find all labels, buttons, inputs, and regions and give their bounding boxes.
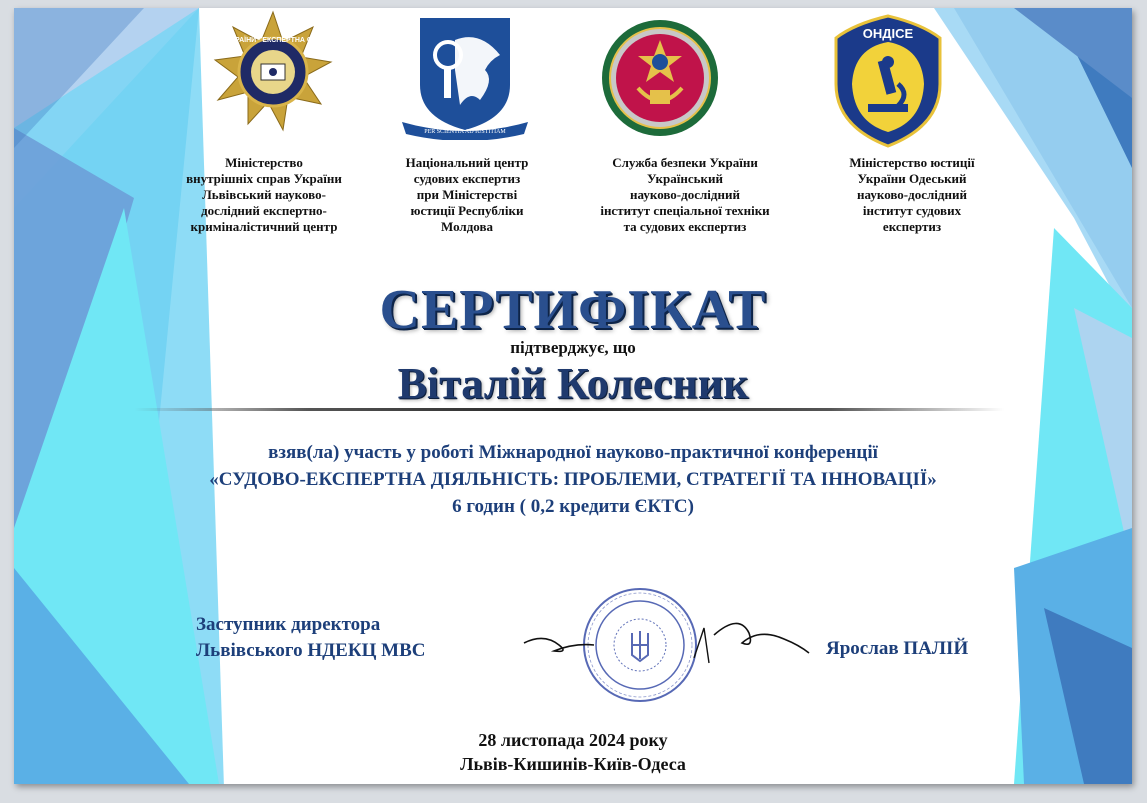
logo4-text: ОНДІСЕ [862,26,914,41]
org3-line4: інститут спеціальної техніки [600,203,770,218]
position-line1: Заступник директора [196,614,381,635]
org-caption-2 [367,155,567,235]
org1-line4: дослідний експертно- [201,203,327,218]
org4-line3: науково-дослідний [857,187,967,202]
org1-line1: Міністерство [225,155,303,170]
org4-line4: інститут судових [862,203,962,218]
certificate [14,8,1132,784]
logo2-motto: PER SCIENTIA AD IUSTITIAM [424,129,506,135]
org-caption-4 [807,155,1017,235]
org2-line3: при Міністерстві [416,187,518,202]
org2-line2: судових експертиз [413,171,521,186]
org2-line5: Молдова [441,219,493,234]
org1-line3: Львівський науково- [202,187,326,202]
signer-position [196,612,425,664]
org-caption-3 [570,155,800,235]
hours-text: 6 годин ( 0,2 кредити ЄКТС) [452,496,694,517]
org3-line1: Служба безпеки України [612,155,758,170]
logo1-text: МВС УКРАЇНИ · ЕКСПЕРТНА СЛУЖБА [208,37,338,44]
signer-name: Ярослав ПАЛІЙ [826,638,969,659]
participation-text: взяв(ла) участь у роботі Міжнародної науково-практичної конференції [268,442,878,463]
name-underline [134,408,1004,411]
moldova-shield-magnifier-icon [400,10,530,140]
issue-place: Львів-Кишинів-Київ-Одеса [460,754,686,774]
org4-line1: Міністерство юстиції [849,155,975,170]
org3-line5: та судових експертиз [623,219,747,234]
expert-service-star-emblem-icon [208,8,338,138]
sbu-institute-round-emblem-icon [600,18,720,138]
org4-line2: України Одеський [857,171,967,186]
org1-line2: внутрішніх справ України [186,171,342,186]
org-caption-1 [164,155,364,235]
org2-line1: Національний центр [405,155,529,170]
conference-title: «СУДОВО-ЕКСПЕРТНА ДІЯЛЬНІСТЬ: ПРОБЛЕМИ, СТРАТЕГІЇ ТА ІННОВАЦІЇ» [209,469,937,490]
position-line2: Львівського НДЕКЦ МВС [196,640,426,661]
org1-line5: криміналістичний центр [190,219,338,234]
certificate-title: СЕРТИФІКАТ [379,279,767,341]
issue-date: 28 листопада 2024 року [478,730,668,750]
org3-line2: Український [647,171,723,186]
org2-line4: юстиції Республіки [410,203,524,218]
odise-microscope-shield-icon [832,14,944,148]
confirms-text: підтверджує, що [510,338,636,357]
recipient-name: Віталій Колесник [397,359,749,408]
handwritten-signature [514,573,814,703]
org3-line3: науково-дослідний [630,187,740,202]
org4-line5: експертиз [882,219,942,234]
